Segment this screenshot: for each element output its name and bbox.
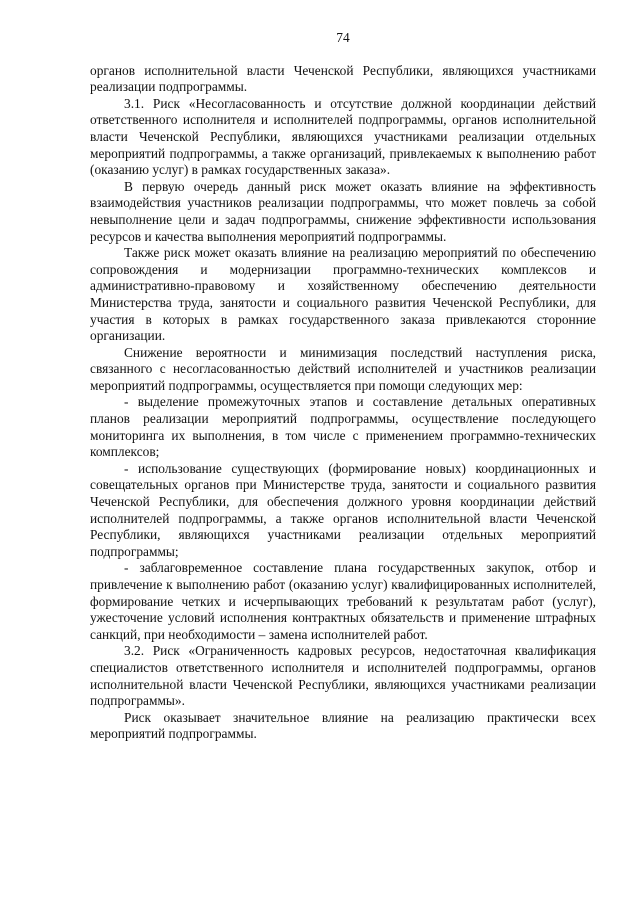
paragraph: Снижение вероятности и минимизация последствий наступления риска, связанного с несогласованностью действий исполнителей и участников реализации мероприятий подпрограммы, осуществляется при помощи следующих мер: [90,344,596,393]
paragraph: органов исполнительной власти Чеченской Республики, являющихся участниками реализации подпрограммы. [90,62,596,95]
body-text [90,63,596,743]
page-number: 74 [336,30,350,45]
document-page [90,30,596,743]
paragraph: В первую очередь данный риск может оказать влияние на эффективность взаимодействия участников реализации подпрограммы, что может повлечь за собой невыполнение цели и задач подпрограммы, снижение эффективности использования ресурсов и качества выполнения мероприятий подпрограммы. [90,178,596,244]
paragraph: Также риск может оказать влияние на реализацию мероприятий по обеспечению сопровождения и модернизации программно-технических комплексов и административно-правовому и хозяйственному обеспечению деятельности Министерства труда, занятости и социального развития Чеченской Республики, для участия в которых в рамках государственного заказа привлекаются сторонние организации. [90,245,596,344]
paragraph: 3.2. Риск «Ограниченность кадровых ресурсов, недостаточная квалификация специалистов ответственного исполнителя и исполнителей подпрограммы, органов исполнительной власти Чеченской Республики, являющихся участниками реализации подпрограммы». [90,643,596,709]
paragraph: Риск оказывает значительное влияние на реализацию практически всех мероприятий подпрограммы. [90,709,596,742]
paragraph: - выделение промежуточных этапов и составление детальных оперативных планов реализации мероприятий подпрограммы, осуществление последующего мониторинга их выполнения, в том числе с применением программно-технических комплексов; [90,394,596,460]
paragraph: - использование существующих (формирование новых) координационных и совещательных органов при Министерстве труда, занятости и социального развития Чеченской Республики, для обеспечения должного уровня координации действий исполнителей подпрограммы, а также органов исполнительной власти Чеченской Республики, являющихся участниками реализации отдельных мероприятий подпрограммы; [90,460,596,559]
paragraph: 3.1. Риск «Несогласованность и отсутствие должной координации действий ответственного исполнителя и исполнителей подпрограммы, органов исполнительной власти Чеченской Республики, являющихся участниками реализации отдельных мероприятий подпрограммы, а также организаций, привлекаемых к выполнению работ (оказанию услуг) в рамках государственных заказа». [90,95,596,178]
paragraph: - заблаговременное составление плана государственных закупок, отбор и привлечение к выполнению работ (оказанию услуг) квалифицированных исполнителей, формирование четких и исчерпывающих требований к результатам работ (услуг), ужесточение условий исполнения контрактных обязательств и применение штрафных санкций, при необходимости – замена исполнителей работ. [90,560,596,642]
